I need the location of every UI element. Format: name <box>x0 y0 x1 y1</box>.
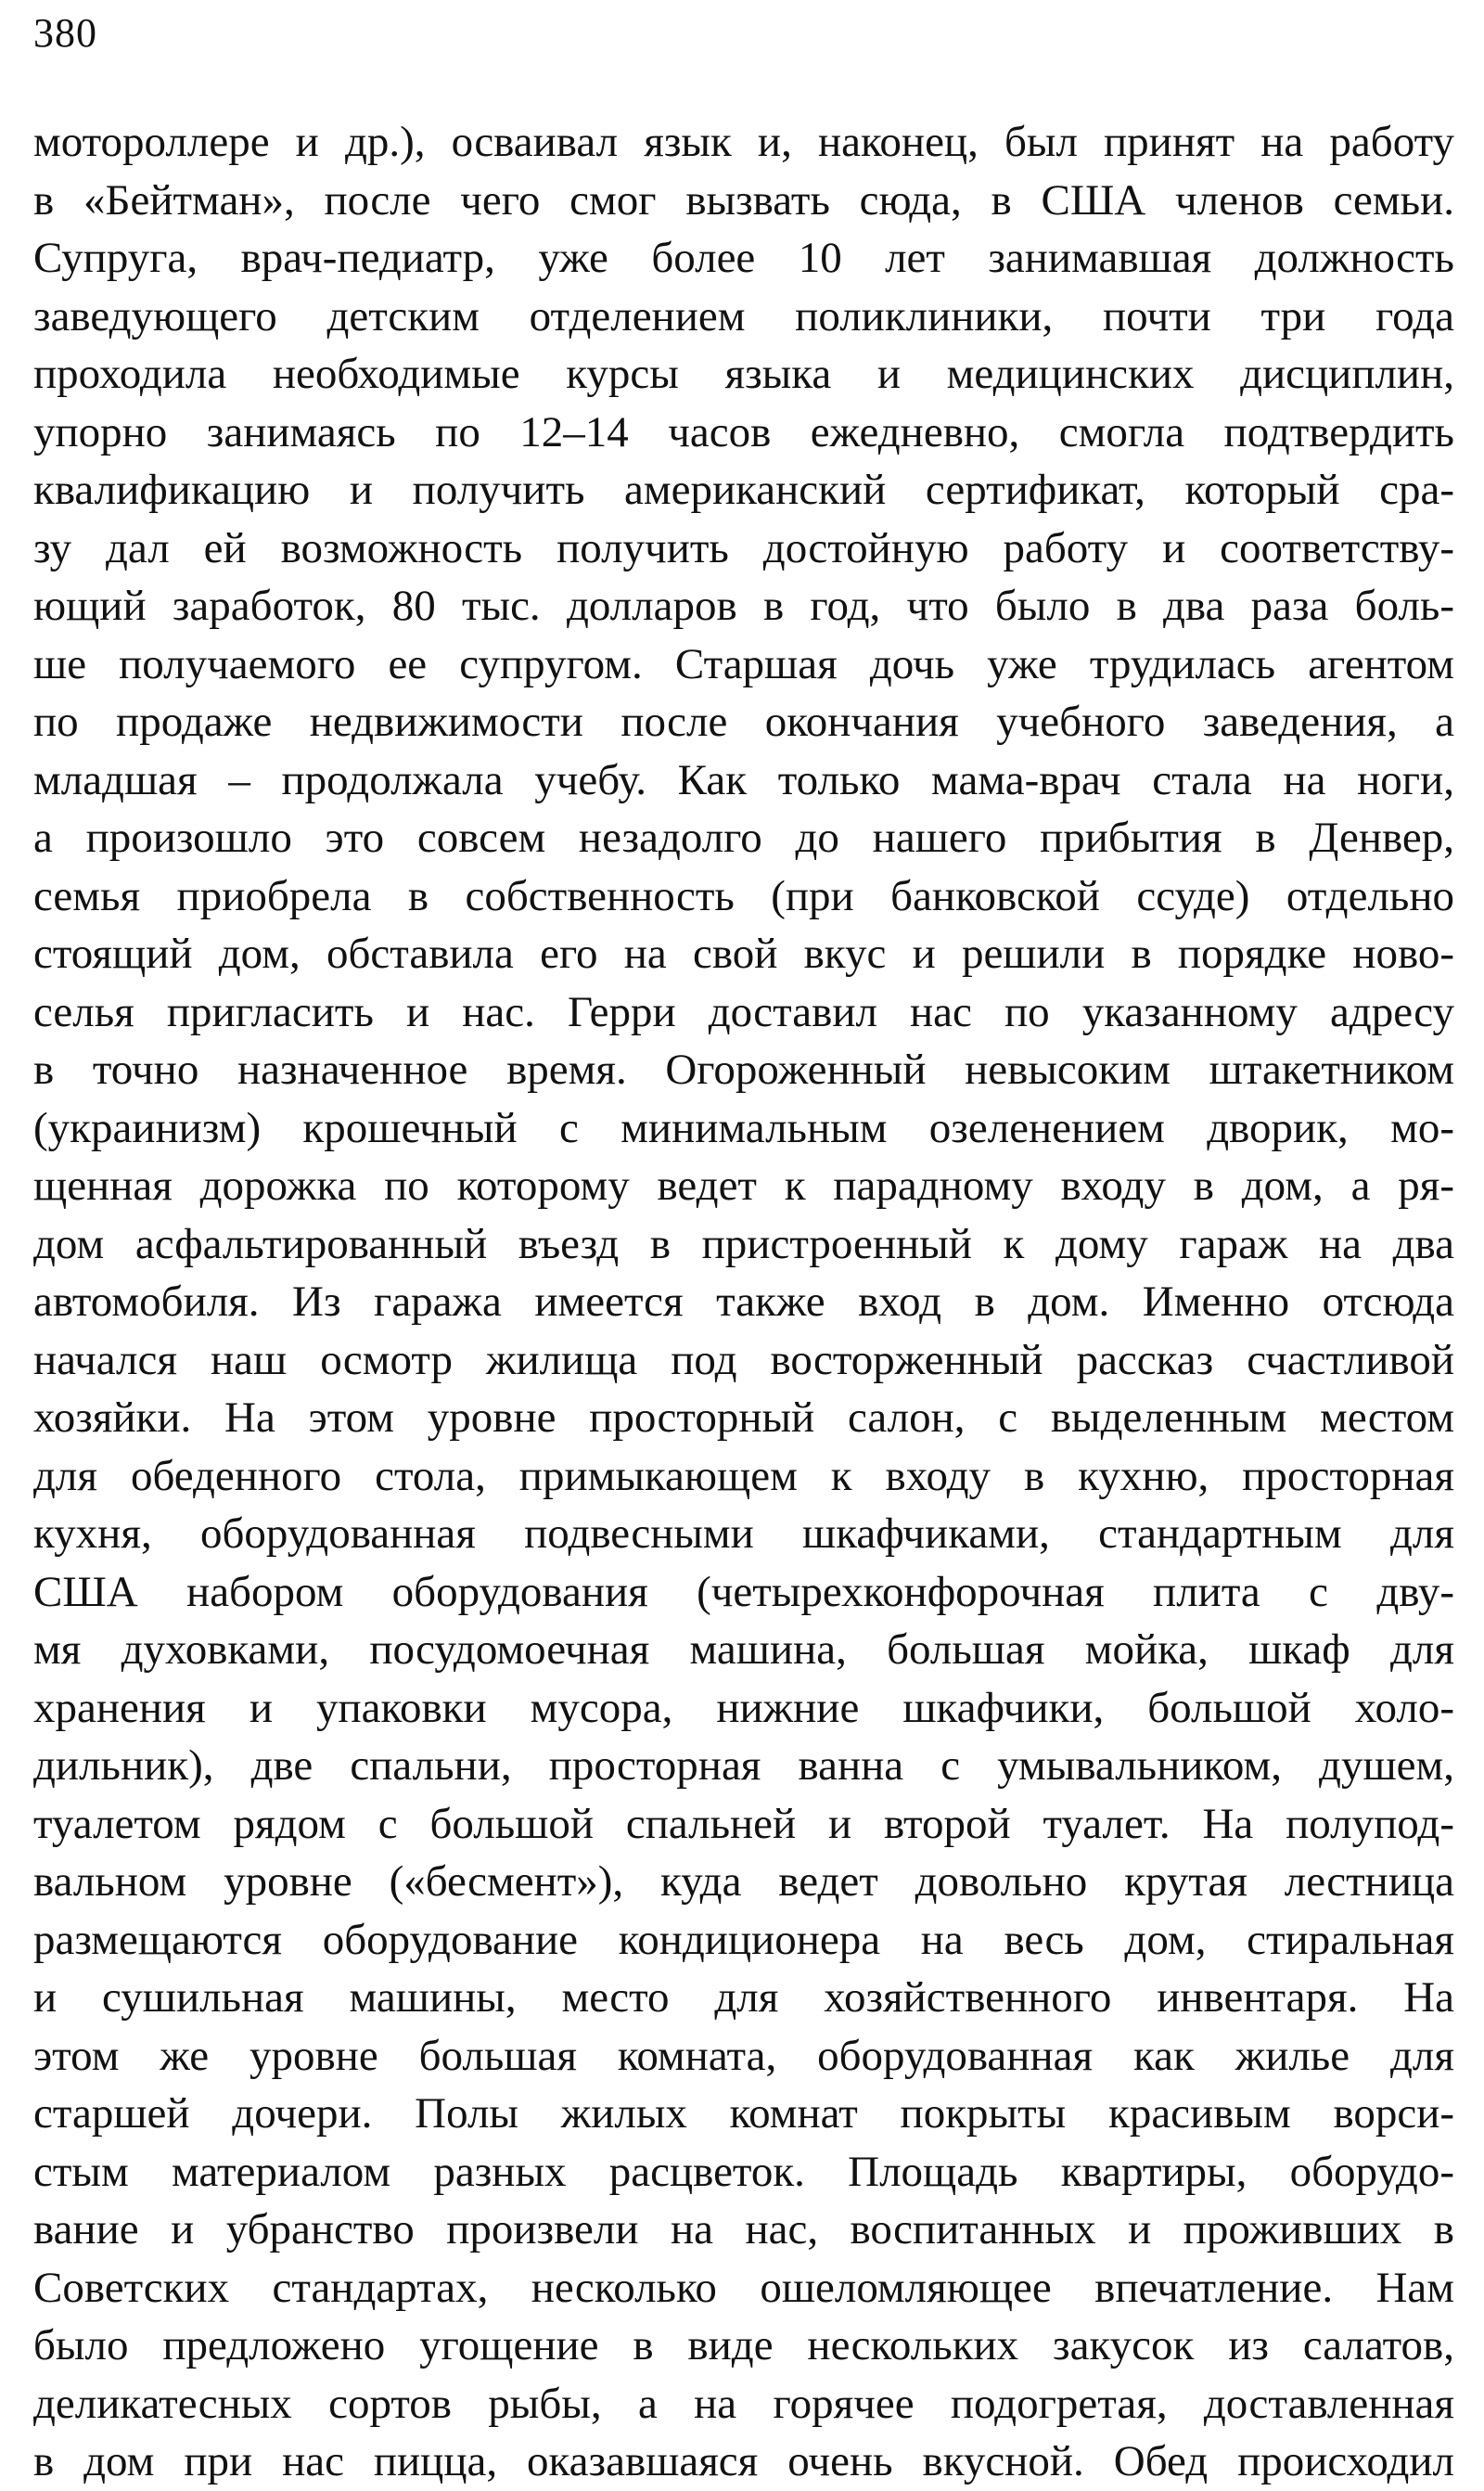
text-line: вание и убранство произвели на нас, воспитанных и проживших в <box>33 2205 1454 2253</box>
text-line: размещаются оборудование кондиционера на весь дом, стиральная <box>33 1915 1454 1964</box>
text-line: стоящий дом, обставила его на свой вкус и решили в порядке ново- <box>33 930 1454 978</box>
text-line: этом же уровне большая комната, оборудованная как жилье для <box>33 2031 1454 2080</box>
text-line: младшая – продолжала учебу. Как только мама-врач стала на ноги, <box>33 755 1454 804</box>
text-line: Советских стандартах, несколько ошеломляющее впечатление. Нам <box>33 2263 1454 2312</box>
page-number: 380 <box>33 10 97 56</box>
text-line: кухня, оборудованная подвесными шкафчиками, стандартным для <box>33 1509 1454 1558</box>
text-line: в точно назначенное время. Огороженный невысоким штакетником <box>33 1046 1454 1094</box>
text-line: по продаже недвижимости после окончания учебного заведения, а <box>33 698 1454 746</box>
text-line: старшей дочери. Полы жилых комнат покрыты красивым ворси- <box>33 2089 1454 2138</box>
text-line: упорно занимаясь по 12–14 часов ежедневно, смогла подтвердить <box>33 407 1454 456</box>
text-line: дом асфальтированный въезд в пристроенный к дому гараж на два <box>33 1219 1454 1268</box>
text-line: США набором оборудования (четырехконфорочная плита с дву- <box>33 1567 1454 1616</box>
text-line: начался наш осмотр жилища под восторженный рассказ счастливой <box>33 1335 1454 1384</box>
text-line: ющий заработок, 80 тыс. долларов в год, что было в два раза боль- <box>33 582 1454 630</box>
text-line: селья пригласить и нас. Герри доставил нас по указанному адресу <box>33 987 1454 1036</box>
text-line: хранения и упаковки мусора, нижние шкафчики, большой холо- <box>33 1683 1454 1732</box>
text-line: (украинизм) крошечный с минимальным озеленением дворик, мо- <box>33 1103 1454 1152</box>
text-line: щенная дорожка по которому ведет к парадному входу в дом, а ря- <box>33 1162 1454 1210</box>
text-line: проходила необходимые курсы языка и медицинских дисциплин, <box>33 350 1454 398</box>
text-line: и сушильная машины, место для хозяйственного инвентаря. На <box>33 1973 1454 2022</box>
text-line: вальном уровне («бесмент»), куда ведет довольно крутая лестница <box>33 1857 1454 1906</box>
text-line: в дом при нас пицца, оказавшаяся очень вкусной. Обед происходил <box>33 2437 1454 2485</box>
text-line: туалетом рядом с большой спальней и второй туалет. На полупод- <box>33 1799 1454 1848</box>
text-line: дильник), две спальни, просторная ванна с умывальником, душем, <box>33 1741 1454 1790</box>
text-line: для обеденного стола, примыкающем к входу в кухню, просторная <box>33 1451 1454 1500</box>
text-line: стым материалом разных расцветок. Площадь квартиры, оборудо- <box>33 2147 1454 2196</box>
text-line: мя духовками, посудомоечная машина, большая мойка, шкаф для <box>33 1625 1454 1674</box>
text-line: ше получаемого ее супругом. Старшая дочь уже трудилась агентом <box>33 639 1454 688</box>
text-line: автомобиля. Из гаража имеется также вход в дом. Именно отсюда <box>33 1278 1454 1326</box>
text-line: квалификацию и получить американский сертификат, который сра- <box>33 466 1454 514</box>
text-line: заведующего детским отделением поликлиники, почти три года <box>33 291 1454 340</box>
text-line: хозяйки. На этом уровне просторный салон, с выделенным местом <box>33 1393 1454 1442</box>
text-line: зу дал ей возможность получить достойную работу и соответству- <box>33 523 1454 572</box>
text-line: а произошло это совсем незадолго до нашего прибытия в Денвер, <box>33 814 1454 862</box>
text-line: в «Бейтман», после чего смог вызвать сюда, в США членов семьи. <box>33 175 1454 225</box>
text-line: Супруга, врач-педиатр, уже более 10 лет занимавшая должность <box>33 234 1454 282</box>
body-text <box>33 113 1454 2491</box>
text-line: деликатесных сортов рыбы, а на горячее подогретая, доставленная <box>33 2379 1454 2428</box>
text-line: было предложено угощение в виде нескольких закусок из салатов, <box>33 2321 1454 2369</box>
text-line: семья приобрела в собственность (при банковской ссуде) отдельно <box>33 871 1454 920</box>
text-line: мотороллере и др.), осваивал язык и, наконец, был принят на работу <box>33 118 1454 166</box>
